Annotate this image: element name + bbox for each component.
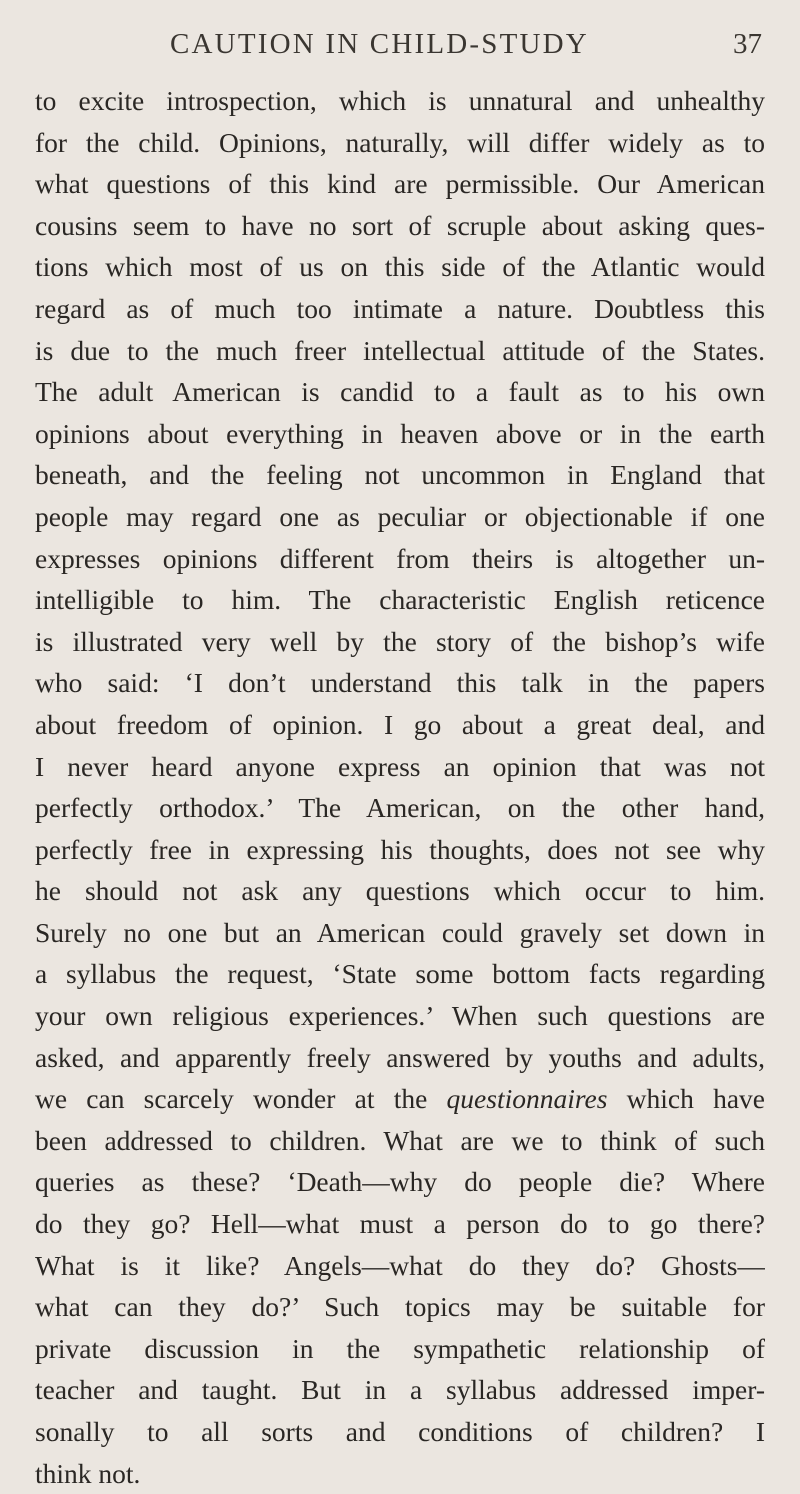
- text-line: beneath, and the feeling not uncommon in England that: [35, 459, 765, 491]
- text-line: I never heard anyone express an opinion that was not: [35, 750, 765, 782]
- text-line: he should not ask any questions which occur to him.: [35, 875, 765, 907]
- text-line: tions which most of us on this side of the Atlantic would: [35, 251, 765, 283]
- running-title: CAUTION IN CHILD-STUDY: [170, 28, 589, 60]
- text-line: who said: ‘I don’t understand this talk in the papers: [35, 667, 765, 699]
- text-line: queries as these? ‘Death—why do people die? Where: [35, 1166, 765, 1198]
- text-line: teacher and taught. But in a syllabus addressed imper-: [35, 1374, 765, 1406]
- text-line: asked, and apparently freely answered by youths and adults,: [35, 1041, 765, 1073]
- text-line: regard as of much too intimate a nature. Doubtless this: [35, 292, 765, 324]
- body-text: [35, 80, 765, 1494]
- text-line: a syllabus the request, ‘State some bottom facts regarding: [35, 958, 765, 990]
- text-line: your own religious experiences.’ When such questions are: [35, 1000, 765, 1032]
- text-line: What is it like? Angels—what do they do? Ghosts—: [35, 1249, 765, 1281]
- text-line: is due to the much freer intellectual attitude of the States.: [35, 334, 765, 366]
- text-line: people may regard one as peculiar or objectionable if one: [35, 500, 765, 532]
- text-line: opinions about everything in heaven above or in the earth: [35, 417, 765, 449]
- text-line: is illustrated very well by the story of the bishop’s wife: [35, 625, 765, 657]
- text-line: expresses opinions different from theirs is altogether un-: [35, 542, 765, 574]
- text-line: about freedom of opinion. I go about a great deal, and: [35, 708, 765, 740]
- text-line: for the child. Opinions, naturally, will differ widely as to: [35, 126, 765, 158]
- text-line: what questions of this kind are permissible. Our American: [35, 168, 765, 200]
- text-line: perfectly free in expressing his thoughts, does not see why: [35, 833, 765, 865]
- text-line: to excite introspection, which is unnatural and unhealthy: [35, 85, 765, 116]
- text-line: what can they do?’ Such topics may be suitable for: [35, 1291, 765, 1323]
- italic-term: questionnaires: [446, 1083, 608, 1115]
- text-line-questionnaires: [35, 1078, 765, 1120]
- text-segment: which have: [607, 1083, 765, 1115]
- text-line: The adult American is candid to a fault as to his own: [35, 376, 765, 408]
- text-line: cousins seem to have no sort of scruple about asking ques-: [35, 209, 765, 241]
- text-segment: we can scarcely wonder at the: [35, 1083, 447, 1115]
- text-line: perfectly orthodox.’ The American, on the other hand,: [35, 792, 765, 824]
- text-line: private discussion in the sympathetic relationship of: [35, 1332, 765, 1364]
- text-line: been addressed to children. What are we to think of such: [35, 1124, 765, 1156]
- text-line: intelligible to him. The characteristic English reticence: [35, 584, 765, 616]
- text-line: do they go? Hell—what must a person do to go there?: [35, 1208, 765, 1240]
- text-line: sonally to all sorts and conditions of children? I: [35, 1416, 765, 1447]
- page-number: 37: [733, 28, 762, 60]
- text-line: Surely no one but an American could gravely set down in: [35, 916, 765, 948]
- running-head: [0, 24, 800, 64]
- text-line-last: think not.: [35, 1457, 141, 1489]
